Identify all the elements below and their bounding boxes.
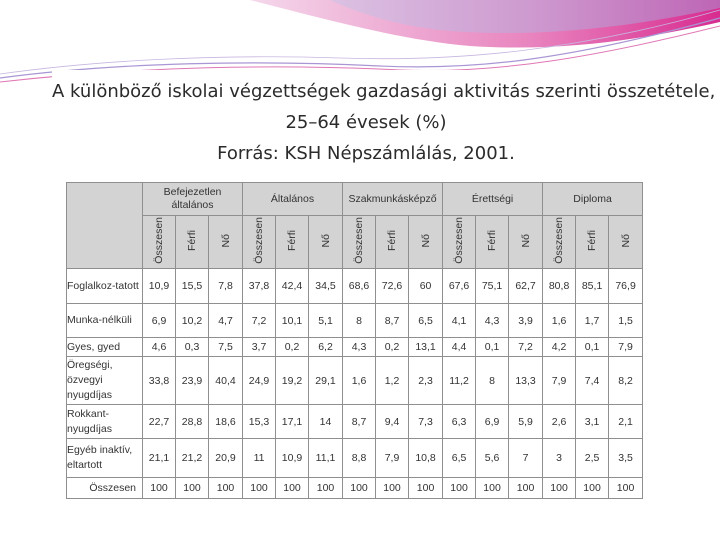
corner-cell (67, 183, 143, 269)
table-row (67, 439, 643, 478)
subheader-label: Nő (619, 233, 632, 248)
value-cell: 67,6 (443, 269, 476, 304)
value-cell: 4,6 (143, 338, 176, 357)
group-header-row (67, 183, 643, 216)
group-header: Diploma (543, 183, 643, 216)
row-label: Egyéb inaktív, eltartott (67, 439, 143, 478)
subheader-cell (176, 216, 209, 269)
row-label: Rokkant-nyugdíjas (67, 405, 143, 439)
value-cell: 100 (209, 478, 243, 499)
value-cell: 6,9 (476, 405, 509, 439)
subheader-label: Összesen (353, 217, 366, 264)
value-cell: 1,6 (543, 304, 576, 338)
subheader-label: Összesen (453, 217, 466, 264)
value-cell: 100 (476, 478, 509, 499)
title-source: Forrás: KSH Népszámlálás, 2001. (217, 143, 515, 164)
subheader-cell (609, 216, 643, 269)
value-cell: 0,1 (476, 338, 509, 357)
value-cell: 37,8 (243, 269, 276, 304)
value-cell: 23,9 (176, 357, 209, 405)
value-cell: 3,5 (609, 439, 643, 478)
value-cell: 4,1 (443, 304, 476, 338)
value-cell: 6,3 (443, 405, 476, 439)
value-cell: 7,8 (209, 269, 243, 304)
value-cell: 7,2 (509, 338, 543, 357)
subheader-cell (443, 216, 476, 269)
value-cell: 14 (309, 405, 343, 439)
value-cell: 100 (343, 478, 376, 499)
value-cell: 8 (343, 304, 376, 338)
value-cell: 100 (576, 478, 609, 499)
table-row (67, 338, 643, 357)
value-cell: 18,6 (209, 405, 243, 439)
value-cell: 11 (243, 439, 276, 478)
subheader-label: Férfi (386, 230, 399, 251)
value-cell: 80,8 (543, 269, 576, 304)
value-cell: 11,2 (443, 357, 476, 405)
table-row (67, 478, 643, 499)
value-cell: 19,2 (276, 357, 309, 405)
group-header: Általános (243, 183, 343, 216)
value-cell: 100 (443, 478, 476, 499)
value-cell: 6,2 (309, 338, 343, 357)
value-cell: 7,4 (576, 357, 609, 405)
value-cell: 15,5 (176, 269, 209, 304)
value-cell: 40,4 (209, 357, 243, 405)
title-line-2: 25–64 évesek (%) (285, 112, 447, 133)
value-cell: 8,8 (343, 439, 376, 478)
group-header: Befejezetlen általános (143, 183, 243, 216)
subheader-label: Nő (419, 233, 432, 248)
value-cell: 9,4 (376, 405, 409, 439)
value-cell: 13,1 (409, 338, 443, 357)
value-cell: 29,1 (309, 357, 343, 405)
table-row (67, 405, 643, 439)
value-cell: 6,5 (409, 304, 443, 338)
value-cell: 1,7 (576, 304, 609, 338)
value-cell: 10,1 (276, 304, 309, 338)
value-cell: 8,7 (343, 405, 376, 439)
value-cell: 100 (543, 478, 576, 499)
value-cell: 85,1 (576, 269, 609, 304)
subheader-cell (543, 216, 576, 269)
value-cell: 33,8 (143, 357, 176, 405)
value-cell: 1,6 (343, 357, 376, 405)
value-cell: 72,6 (376, 269, 409, 304)
value-cell: 21,2 (176, 439, 209, 478)
value-cell: 0,2 (376, 338, 409, 357)
value-cell: 28,8 (176, 405, 209, 439)
subheader-cell (576, 216, 609, 269)
subheader-cell (409, 216, 443, 269)
value-cell: 10,9 (143, 269, 176, 304)
row-label: Gyes, gyed (67, 338, 143, 357)
value-cell: 0,2 (276, 338, 309, 357)
value-cell: 2,6 (543, 405, 576, 439)
value-cell: 6,5 (443, 439, 476, 478)
value-cell: 3 (543, 439, 576, 478)
value-cell: 5,6 (476, 439, 509, 478)
value-cell: 75,1 (476, 269, 509, 304)
value-cell: 6,9 (143, 304, 176, 338)
row-label: Munka-nélküli (67, 304, 143, 338)
value-cell: 13,3 (509, 357, 543, 405)
subheader-row (67, 216, 643, 269)
value-cell: 2,1 (609, 405, 643, 439)
value-cell: 20,9 (209, 439, 243, 478)
value-cell: 21,1 (143, 439, 176, 478)
value-cell: 3,1 (576, 405, 609, 439)
value-cell: 100 (143, 478, 176, 499)
table-row (67, 304, 643, 338)
group-header: Érettségi (443, 183, 543, 216)
value-cell: 7,9 (543, 357, 576, 405)
value-cell: 24,9 (243, 357, 276, 405)
value-cell: 0,3 (176, 338, 209, 357)
table-row (67, 357, 643, 405)
value-cell: 8,2 (609, 357, 643, 405)
subheader-label: Férfi (486, 230, 499, 251)
value-cell: 1,5 (609, 304, 643, 338)
value-cell: 22,7 (143, 405, 176, 439)
subheader-cell (509, 216, 543, 269)
value-cell: 100 (409, 478, 443, 499)
value-cell: 76,9 (609, 269, 643, 304)
subheader-cell (376, 216, 409, 269)
title-line-1: A különböző iskolai végzettségek gazdasági aktivitás szerinti összetétele, (52, 81, 716, 102)
value-cell: 7,9 (609, 338, 643, 357)
value-cell: 15,3 (243, 405, 276, 439)
value-cell: 100 (243, 478, 276, 499)
value-cell: 4,3 (343, 338, 376, 357)
value-cell: 0,1 (576, 338, 609, 357)
value-cell: 42,4 (276, 269, 309, 304)
value-cell: 4,2 (543, 338, 576, 357)
subheader-label: Összesen (553, 217, 566, 264)
value-cell: 7,3 (409, 405, 443, 439)
value-cell: 7,9 (376, 439, 409, 478)
subheader-label: Összesen (253, 217, 266, 264)
value-cell: 4,4 (443, 338, 476, 357)
value-cell: 100 (309, 478, 343, 499)
subheader-label: Összesen (153, 217, 165, 264)
subheader-label: Nő (519, 233, 532, 248)
subheader-cell (143, 216, 176, 269)
row-label: Öregségi, özvegyi nyugdíjas (67, 357, 143, 405)
value-cell: 2,3 (409, 357, 443, 405)
value-cell: 8 (476, 357, 509, 405)
value-cell: 2,5 (576, 439, 609, 478)
subheader-label: Férfi (286, 230, 299, 251)
value-cell: 10,2 (176, 304, 209, 338)
table-row (67, 269, 643, 304)
value-cell: 3,9 (509, 304, 543, 338)
value-cell: 5,9 (509, 405, 543, 439)
value-cell: 4,7 (209, 304, 243, 338)
activity-table (66, 182, 643, 499)
row-label: Összesen (67, 478, 143, 499)
value-cell: 10,8 (409, 439, 443, 478)
value-cell: 68,6 (343, 269, 376, 304)
table-body (67, 269, 643, 499)
value-cell: 10,9 (276, 439, 309, 478)
subheader-label: Férfi (186, 230, 198, 251)
subheader-cell (476, 216, 509, 269)
value-cell: 5,1 (309, 304, 343, 338)
group-header: Szakmunkásképző (343, 183, 443, 216)
subheader-cell (209, 216, 243, 269)
subheader-cell (276, 216, 309, 269)
value-cell: 100 (376, 478, 409, 499)
value-cell: 4,3 (476, 304, 509, 338)
value-cell: 3,7 (243, 338, 276, 357)
value-cell: 7,2 (243, 304, 276, 338)
subheader-cell (343, 216, 376, 269)
value-cell: 11,1 (309, 439, 343, 478)
value-cell: 1,2 (376, 357, 409, 405)
subheader-cell (309, 216, 343, 269)
value-cell: 100 (276, 478, 309, 499)
value-cell: 17,1 (276, 405, 309, 439)
row-label: Foglalkoz-tatott (67, 269, 143, 304)
value-cell: 62,7 (509, 269, 543, 304)
subheader-label: Nő (319, 233, 332, 248)
value-cell: 7,5 (209, 338, 243, 357)
slide-title (52, 70, 716, 170)
subheader-label: Férfi (586, 230, 599, 251)
value-cell: 34,5 (309, 269, 343, 304)
value-cell: 8,7 (376, 304, 409, 338)
value-cell: 60 (409, 269, 443, 304)
value-cell: 100 (509, 478, 543, 499)
subheader-label: Nő (219, 233, 232, 248)
subheader-cell (243, 216, 276, 269)
value-cell: 100 (609, 478, 643, 499)
value-cell: 100 (176, 478, 209, 499)
value-cell: 7 (509, 439, 543, 478)
